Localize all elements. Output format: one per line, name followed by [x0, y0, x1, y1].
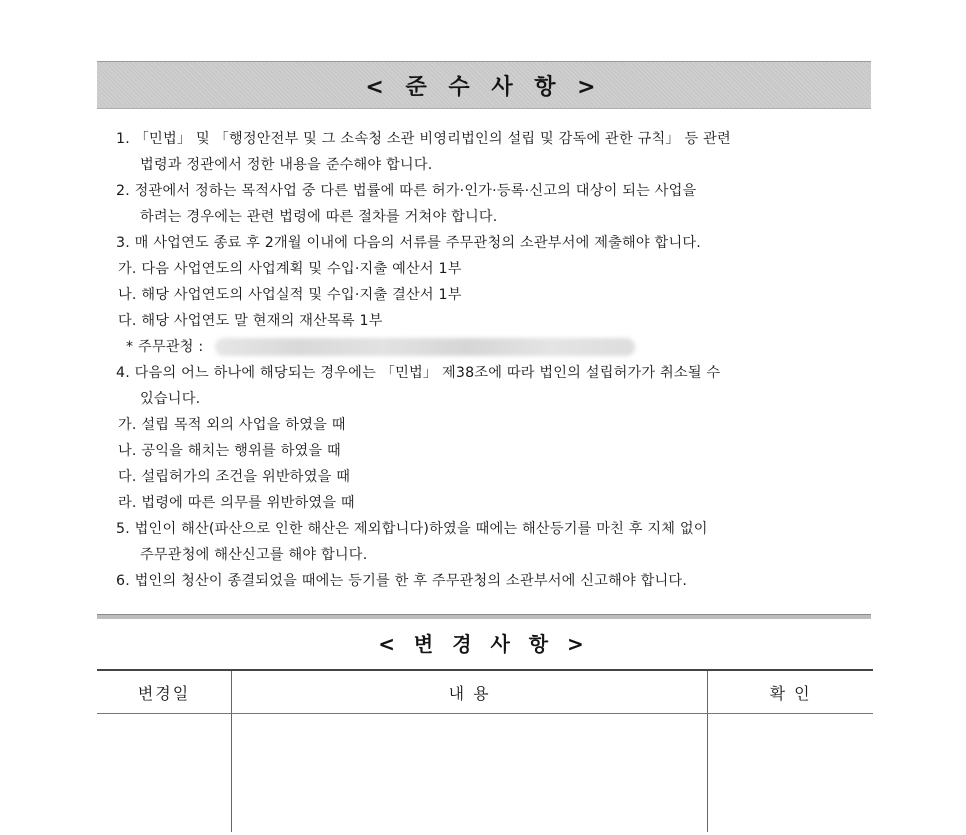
authority-note [116, 334, 876, 360]
rule-3-line-1: 3. 매 사업연도 종료 후 2개월 이내에 다음의 서류를 주무관청의 소관부서에 제출해야 합니다. [116, 235, 701, 251]
rule-4-sub-c: 다. 설립허가의 조건을 위반하였을 때 [118, 469, 351, 485]
rule-6-line-1: 6. 법인의 청산이 종결되었을 때에는 등기를 한 후 주무관청의 소관부서에 신고해야 합니다. [116, 573, 688, 589]
redacted-authority [215, 338, 635, 356]
rule-3-sub-b: 나. 해당 사업연도의 사업실적 및 수입·지출 결산서 1부 [118, 287, 462, 303]
rule-1-line-2: 법령과 정관에서 정한 내용을 준수해야 합니다. [140, 157, 433, 173]
compliance-title: < 준 수 사 항 > [365, 74, 603, 100]
changes-table [97, 669, 873, 832]
rule-5-line-2: 주무관청에 해산신고를 해야 합니다. [140, 547, 368, 563]
rule-4-sub-d: 라. 법령에 따른 의무를 위반하였을 때 [118, 495, 355, 511]
date-cell [97, 714, 232, 833]
rule-4-line-1: 4. 다음의 어느 하나에 해당되는 경우에는 「민법」 제38조에 따라 법인의 설립허가가 취소될 수 [116, 365, 721, 381]
rule-2-line-1: 2. 정관에서 정하는 목적사업 중 다른 법률에 따른 허가·인가·등록·신고의 대상이 되는 사업을 [116, 183, 697, 199]
changes-header-row [97, 670, 873, 714]
rule-3-sub-a: 가. 다음 사업연도의 사업계획 및 수입·지출 예산서 1부 [118, 261, 462, 277]
authority-label: * 주무관청 : [126, 339, 204, 355]
rule-5-line-1: 5. 법인이 해산(파산으로 인한 해산은 제외합니다)하였을 때에는 해산등기를 마친 후 지체 없이 [116, 521, 708, 537]
rule-2-line-2: 하려는 경우에는 관련 법령에 따른 절차를 거쳐야 합니다. [140, 209, 498, 225]
rule-1-line-1: 1. 「민법」 및 「행정안전부 및 그 소속청 소관 비영리법인의 설립 및 감독에 관한 규칙」 등 관련 [116, 131, 731, 147]
column-header-content: 내 용 [232, 670, 708, 714]
content-cell [232, 714, 708, 833]
table-row [97, 714, 873, 833]
section-divider [97, 614, 871, 619]
changes-title: < 변 경 사 항 > [378, 632, 590, 656]
compliance-title-banner [97, 61, 871, 109]
column-header-date: 변경일 [97, 670, 232, 714]
confirm-cell [708, 714, 873, 833]
compliance-list [116, 126, 876, 594]
column-header-confirm: 확 인 [708, 670, 873, 714]
rule-4-sub-a: 가. 설립 목적 외의 사업을 하였을 때 [118, 417, 346, 433]
rule-4-sub-b: 나. 공익을 해치는 행위를 하였을 때 [118, 443, 341, 459]
rule-3-sub-c: 다. 해당 사업연도 말 현재의 재산목록 1부 [118, 313, 383, 329]
rule-4-line-2: 있습니다. [140, 391, 201, 407]
